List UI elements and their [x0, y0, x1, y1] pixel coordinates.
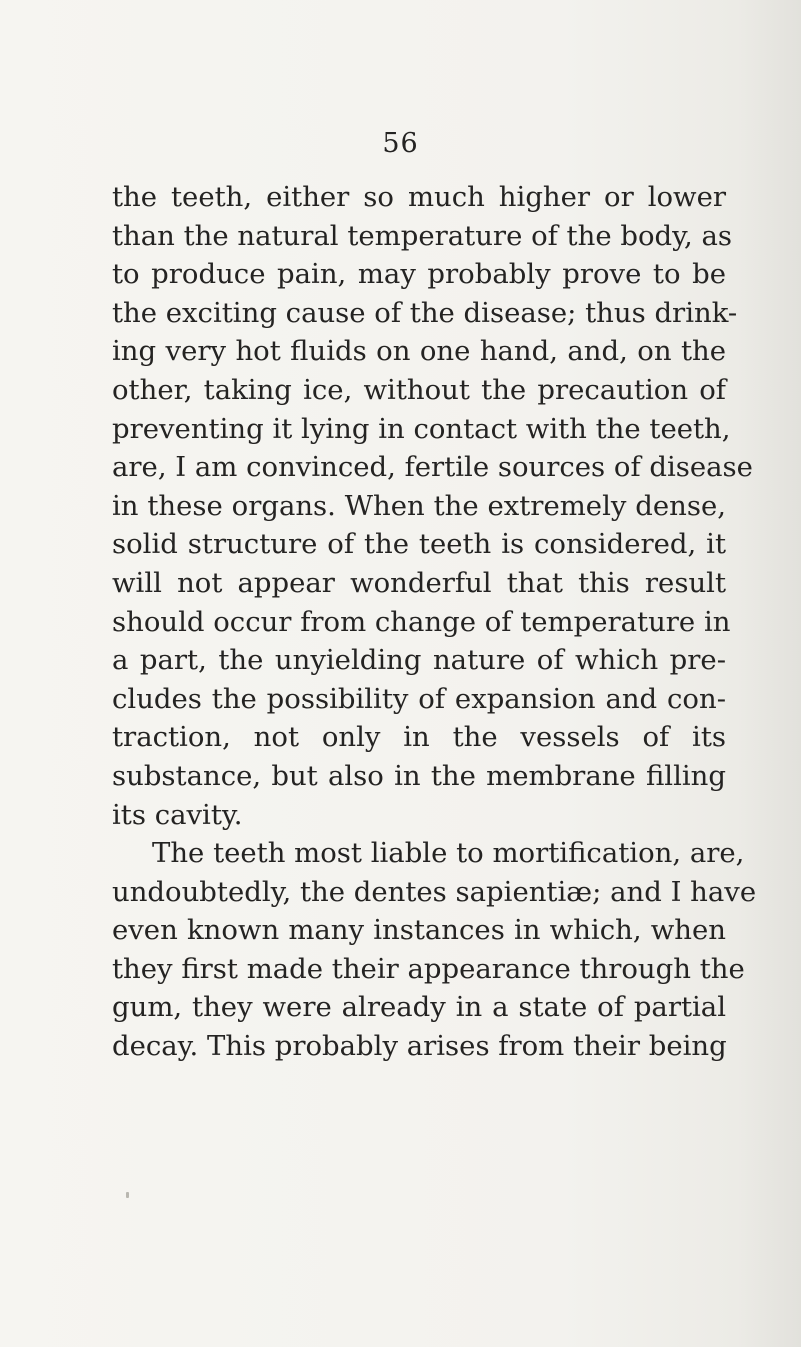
text-line: will not appear wonderful that this result: [112, 566, 726, 599]
text-line: in these organs. When the extremely dense,: [112, 489, 726, 522]
text-line: The teeth most liable to mortification, are,: [152, 837, 745, 870]
text-line: the teeth, either so much higher or lower: [112, 181, 726, 213]
text-line: solid structure of the teeth is considered, it: [112, 528, 726, 561]
text-line: gum, they were already in a state of partial: [112, 991, 726, 1024]
text-line: they first made their appearance through the: [112, 952, 745, 985]
text-line: than the natural temperature of the body, as: [112, 219, 732, 252]
text-line: other, taking ice, without the precaution of: [112, 373, 726, 406]
text-line: substance, but also in the membrane filling: [112, 759, 726, 792]
text-line: preventing it lying in contact with the teeth,: [112, 412, 731, 445]
text-line: the exciting cause of the disease; thus drink-: [112, 296, 738, 329]
text-line: ing very hot fluids on one hand, and, on the: [112, 335, 726, 368]
text-line: a part, the unyielding nature of which pre-: [112, 644, 726, 677]
text-line: undoubtedly, the dentes sapientiæ; and I have: [112, 875, 757, 908]
text-line: to produce pain, may probably prove to be: [112, 258, 726, 291]
text-line: are, I am convinced, fertile sources of disease: [112, 451, 753, 484]
page-number: 56: [382, 128, 419, 159]
text-line: decay. This probably arises from their being: [112, 1030, 727, 1063]
text-line: its cavity.: [112, 798, 243, 831]
text-line: traction, not only in the vessels of its: [112, 721, 726, 754]
text-line: should occur from change of temperature in: [112, 605, 731, 638]
text-line: cludes the possibility of expansion and con-: [112, 682, 726, 715]
body-text: [112, 178, 757, 1066]
text-line: even known many instances in which, when: [112, 914, 726, 947]
ink-speck: [126, 1192, 129, 1198]
